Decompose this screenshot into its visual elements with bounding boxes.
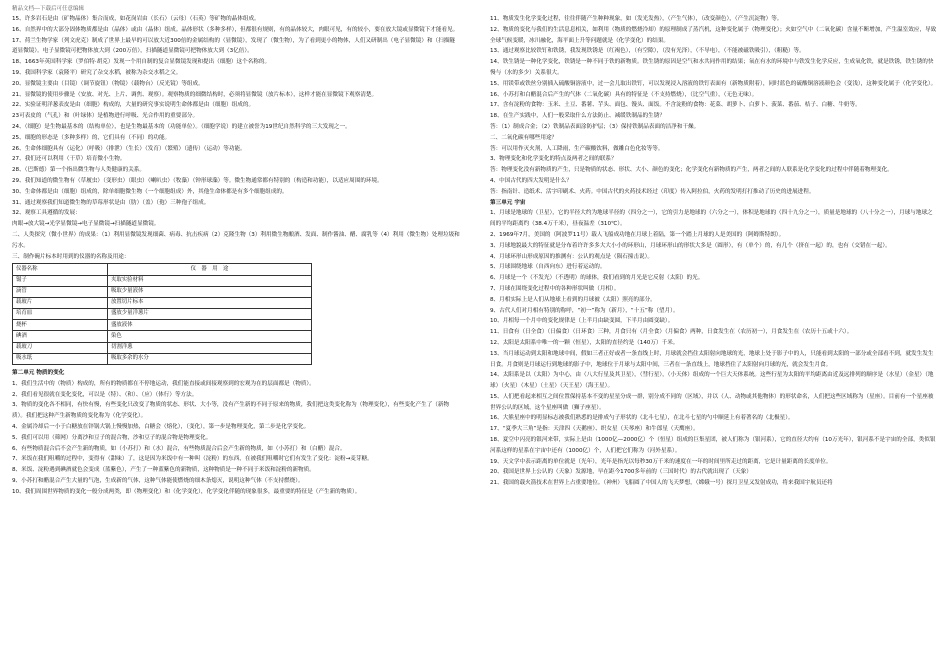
left-a-paragraph: 二、人类探究（微小世界）的成果：（1）利用显微镜发现细菌、病毒、抗击疾病（2）克隆生物（3）利用微生物酿酒、发面、制作酱油、醋、腐乳等（4）利用（微生物）处理垃圾和污水。 (12, 231, 460, 249)
table-header-cell: 仪器名称 (13, 264, 108, 275)
right-lines-b (490, 208, 938, 489)
left-a-paragraph: 27、我们还可以利用（干草）培育微小生物。 (12, 156, 126, 163)
table-row (13, 320, 312, 331)
table-cell: 盛放液体 (108, 320, 312, 331)
left-b-paragraph: 2、我们看见很就在变化变化，可以是（特）、（和）、（应）（体行）等方法。 (12, 391, 198, 398)
right-b-paragraph: 14、太阳系是以（太阳）为中心，由（八大行星及其卫星），（彗行星），（小天体）组成的一个巨大天体系统。这些行星为太阳的平均距离由近及远排列的顺序是（水星）（金星）（地球）（火星）（木星）（土星）（天王星）（海王星）。 (490, 372, 934, 390)
left-b-paragraph: 6、有些物质混合后不会产生新的物质，如（小苏打）和（水）混合，有些物质混合后会产生新的物质，如（小苏打）和（白醋）混合。 (12, 445, 346, 452)
table-cell: 镊子 (13, 275, 108, 286)
table-row (13, 286, 312, 297)
left-a-paragraph: 32、观察工具遵循的发展： (12, 210, 81, 217)
table-cell: 载玻片 (13, 297, 108, 308)
right-lines-a (490, 14, 938, 198)
left-a-paragraph: 20、显微镜主要由（目镜）（调节旋钮）（物镜）（载物台）（反光镜）等组成。 (12, 80, 204, 87)
table-row (13, 297, 312, 308)
left-a-paragraph: 18、1663年英国科学家（罗伯特·胡克）发现一个用自制的复合显微镜发现和提出（细胞）这个名称的。 (12, 59, 271, 66)
table-row (13, 353, 312, 364)
table-cell: 放置切片标本 (108, 297, 312, 308)
table-cell: 载玻刀 (13, 342, 108, 353)
left-a-paragraph: 31、通过观察我们知道微生物的草莓形状是由（肋）（盖）（孢）三种孢子组成。 (12, 199, 210, 206)
left-b-paragraph: 8、米饭、淀粉遇到碘酒就色会变成（蓝紫色），产生了一种蓝紫色的新物质，这种物质是一种不同于米饭和淀粉的新物质。 (12, 467, 315, 474)
table-row (13, 309, 312, 320)
right-a-paragraph: 答：指南针、造纸术、活字印刷术、火药。中国古代的火药技术经过（印度）传入阿拉伯，火药的发明打打推动了历史的进展进程。 (490, 188, 815, 195)
table-header-row (13, 264, 312, 275)
left-a-paragraph: 16、自然界中的大部分固体物质都是由（晶体）或由（晶体）组成。晶体形状（多种多样），但都很有规则，有的晶体较大，肉眼可见，有的较小，要在放大镜或显微镜下才能看见。 (12, 26, 459, 33)
left-a-paragraph: 25、细胞的形态是（多种多样）的，它们具有（不同）的功能。 (12, 134, 171, 141)
left-a-paragraph: 28、（巴斯德）第一个指出微生物与人类健康的关系。 (12, 167, 145, 174)
right-b-paragraph: 5、月球围绕地球（自西向东）进行着运动的。 (490, 264, 606, 271)
right-b-paragraph: 15、人们把看起来相互之间位置保持基本不变的星星分成一群，别分成不同的（区域），并以（人、动物或其他物体）的形状命名，人们把这些区域称为（星座）。目前有一个星座被世界公认的区域，这个星座叫做（狮子座星）。 (490, 393, 934, 411)
right-a-paragraph: 答：可以用作灭火剂，人工降雨，生产碳酸饮料，做雕白色化妆等等。 (490, 145, 664, 152)
right-a-paragraph: 4、中国古代的四大发明是什么？ (490, 177, 572, 184)
left-a-paragraph: 21、显微镜的使用步骤是（安放、对光、上片、调焦、观察）。观察物质的细微结构时，必须将显微镜（放片标本），这样才能在显微镜下观察清楚。 (12, 91, 378, 98)
left-a-paragraph: 19、我国科学家（袁隆平）研究了杂交水稻，被称为杂交水稻之父。 (12, 69, 182, 76)
right-a-paragraph: 11、物质发生化学变化过程，往往伴随产生种种现象，如（发光发热），（产生气体），（改变颜色），（产生沉淀物）等。 (490, 16, 783, 22)
left-a-paragraph: 23可表皮的（气孔）和（叶绿体）是植物进行呼吸、光合作用的重要部分。 (12, 113, 199, 120)
table-cell: 切割洋葱 (108, 342, 312, 353)
left-b-paragraph: 7、米饭在我们咀嚼的过程中，变得有（甜味）了，这是因为米饭中有一种叫（淀粉）的东西，在被我们咀嚼时它们有发生了变化：淀粉→麦芽糖。 (12, 456, 373, 463)
right-b-paragraph: 20、我国是世界上公认的（天象）发源地，早在距今1700多年前的（三国时代）的古代就出现了（天象） (490, 469, 752, 476)
right-a-paragraph: 14、铁生锈是一种化学变化，铁锈是一种不同于铁的新物质。铁生锈的原因是空气和水共同作用的结果；氧在有水的环境中与铁发生化学反应，生成氧化铁，就是铁锈，铁生锈的快慢与（水的多少）关系很大。 (490, 59, 934, 76)
right-b-paragraph: 21、我国的载火箭技术在世界上占重要地位。（神州）飞船圆了中国人的飞天梦想，（嫦娥一号）探月卫星又发射成功，将来我国宇航员还将 (490, 480, 833, 487)
right-column (490, 14, 938, 489)
table-cell: 吸取多余的水分 (108, 353, 312, 364)
table-cell: 烧杯 (13, 320, 108, 331)
right-b-paragraph: 13、当月球运动到太阳和地球中间，假如三者正好或者一条直线上时，月球就会挡住太阳射向地球的光，地球上处于影子中的人，只能看到太阳的一部分或全部看不到，就发生发生日食。月食则是月球运行到地球的影子中，地球位于月球与太阳中间，三者在一条直线上，地球挡住了太阳射向月球的光，就会发生月食。 (490, 350, 934, 368)
right-a-paragraph: 13、通过观察比较铁钉和铁锈，我发现铁锈是（红褐色），（有空隙），（没有光泽），（不导电），（不能被磁铁吸引），（粗糙）等。 (490, 48, 805, 55)
right-a-paragraph: 17、含有淀粉的食物：玉米、土豆、番薯、芋头、面包、馒头、面饭。不含淀粉的食物：花菜、胡萝卜、白萝卜、菠菜、番茄、桔子、白糖、牛奶等。 (490, 102, 861, 109)
right-b-paragraph: 3、月球地貌最大的特征就是分布着许许多多大大小小的环形山，月球环形山的形状大多是（圆形），有（单个）的，有几个（挤在一起）的，也有（交错在一起）。 (490, 242, 891, 249)
left-a-paragraph: 22、实验证明洋葱表皮是由（细胞）构成的，大量的研究事实说明生命体都是由（细胞）组成的。 (12, 102, 255, 109)
left-lines-b (12, 379, 460, 498)
right-b-paragraph: 12、太阳是太阳系中唯一的一颗（恒星），太阳的直径约是（140万）千米。 (490, 339, 679, 346)
left-b-paragraph: 4、金属冷却后一小于白糖放在锌锅大锅上慢慢加热，白糖会（熔化），（变化），第一步是物理变化，第二步是化学变化。 (12, 424, 310, 430)
right-b-paragraph: 11、日食有（日全食）（日偏食）（日环食）三种，月食只有（月全食）（月偏食）两种，日食发生在（农历初一），月食发生在（农历十五或十六）。 (490, 329, 853, 336)
table-header-cell: 仪 器 用 途 (108, 264, 312, 275)
table-cell: 吸水纸 (13, 353, 108, 364)
left-b-paragraph: 10、我们周围世界物质的变化一般分成两类，即（物理变化）和（化学变化），化学变化伴随的现象很多，最重要的特征是（产生新的物质）。 (12, 488, 361, 495)
left-lines-a (12, 14, 460, 262)
right-a-paragraph: 12、物质的变化与我们的生活息息相关，如利用（物质的燃烧冷却）的原理制成了蒸汽机，这种变化属于（物理变化）；火如空气中（二氧化碳）含量不断增加，产生温室效应，导致全球气候变暖，冰川融化，海平面上升等问题就是（化学变化）的结果。 (490, 26, 937, 44)
left-column (12, 14, 460, 498)
right-b-paragraph: 7、月球在围绕变化过程中的各种形状叫做（月相）。 (490, 285, 620, 292)
right-b-paragraph: 1、月球是地球的（卫星），它的半径大约为地球半径的（四分之一），它的引力是地球的（六分之一），体积是地球的（四十九分之一），质量是地球的（八十分之一），月球与地球之间的平均距离约（38.4万千米），昼夜温差（310℃）。 (490, 210, 933, 228)
right-b-paragraph: 2、1969年7月，美国的（阿波罗11号）载人飞船成功地在月球上着陆，第一个踏上月球的人是美国的（阿姆斯特朗）。 (490, 231, 785, 238)
table-cell: 盛放少量洋葱片 (108, 309, 312, 320)
instrument-table (12, 263, 312, 365)
right-b-paragraph: 17、“夏季大三角”是指：天津四（天鹅座）、织女星（天琴座）和牛郎星（天鹰座）。 (490, 426, 699, 433)
left-a-paragraph: 15、许多岩石是由（矿物晶体）集合而成，如花岗岩由（长石）（云母）（石英）等矿物的晶体组成。 (12, 16, 260, 22)
table-cell: 夹取实验材料 (108, 275, 312, 286)
left-a-paragraph: 三、制作碗片标本时用到的仪器的名称及用途： (12, 253, 130, 260)
unit-two-title: 第二单元 物质的变化 (12, 370, 65, 377)
left-a-paragraph: 肉眼→放大镜→光学显微镜→电子显微镜→扫描隧道显微镜。 (12, 221, 160, 228)
left-a-paragraph: 17、荷兰生物学家（列文虎克）制成了世界上最早的可以放大近300倍的金属结构的（显微镜），发现了（微生物），为了看到更小的物体，人们又研制出（电子显微镜）和（扫描隧道显微镜）。电子显微镜可把物体放大到（200万倍），扫描隧道显微镜可把物体放大到（3亿倍）。 (12, 37, 455, 55)
right-b-paragraph: 19、天文学中表示距离的单位就是（光年），光年是指光以每秒30万千米的速度在一年的时间里所走过的距离，它是计量距离的长度单位。 (490, 458, 832, 465)
table-row (13, 331, 312, 342)
left-b-paragraph: 1、我们生活中的（物质）构成的，所有的物质都在不停地运动，我们能直接或间接观察到的宏观为在的层面都是（物质）。 (12, 380, 315, 387)
left-a-paragraph: 26、生命体细胞具有（运化）（呼吸）（排泄）（生长）（发育）（繁殖）（遗传）（运动）等功能。 (12, 145, 246, 152)
unit-three-title: 第三单元 宇宙 (490, 199, 526, 206)
right-b-paragraph: 16、大熊星座中的明显标志被我们熟悉的是排成勺子形状的（北斗七星），在北斗七星的勺中顺延上有着著名的（北极星）。 (490, 415, 794, 422)
right-a-paragraph: 15、用镁带或铁丝分别插入硫酸铜溶液中，过一会儿取出铁钉，可以发现浸入溶液的铁钉表面有（新物质附着），同时蓝色的硫酸铜溶液颜色会（变浅），这种变化属于（化学变化）。 (490, 80, 937, 87)
right-b-paragraph: 10、月相每一个月中的变化规律是（上半月由缺变圆，下半月由圆变缺）。 (490, 318, 674, 325)
right-a-paragraph: 答：（1）制成合金；（2）铁制品表面涂防护层；（3）保持铁制品表面的洁净和干燥。 (490, 123, 700, 130)
right-b-paragraph: 8、月相实际上是人们从地球上看到的月球被（太阳）照亮的部分。 (490, 296, 656, 303)
table-cell: 滴管 (13, 286, 108, 297)
right-a-paragraph: 16、小苏打和白醋混合后产生的气体（二氧化碳）具有的特征是（不支持燃烧），（比空气重），（无色无味）。 (490, 91, 758, 98)
right-b-paragraph: 4、月球环形山形成原因的推测有：公认的观点是（陨石撞击说）。 (490, 253, 653, 260)
table-cell: 染色 (108, 331, 312, 342)
right-b-paragraph: 9、古代人们对月相有特别的称呼，“初一”称为（新月），“十五”称（望月）。 (490, 307, 679, 314)
left-b-paragraph: 3、物质的变化各不相同，有快有慢，有些变化只改变了物质的状态、形状、大小等，没有产生新的不同于原来的物质，我们把这类变化称为（物理变化），有些变化产生了（新物质）。我们把这种产生新物质的变化称为（化学变化）。 (12, 402, 450, 420)
left-b-paragraph: 5、我们可以用（筛网）分离沙和豆子的混合物，沙和豆子的混合物是物理变化。 (12, 434, 212, 441)
right-b-paragraph: 18、夏空中闪亮的银河来带，实际上是由（1000亿—2000亿）个（恒星）组成的巨集星团，被人们称为（银河系），它的直径大约有（10万光年），银河系不是宇宙的全部，类似银河系这样的星系在宇宙中还有（1000亿）个，人们把它们称为（河外星系）。 (490, 437, 936, 454)
right-a-paragraph: 3、物理变化和化学变化的特点及两者之间的联系？ (490, 156, 617, 163)
table-row (13, 342, 312, 353)
right-a-paragraph: 答：物理变化没有新物质的产生，只是物质的状态、形状、大小、颜色的变化；化学变化有新物质的产生，两者之间的人联系是化学变化的过程中伴随着物理变化。 (490, 167, 893, 174)
left-b-paragraph: 9、小苏打和醋混合产生大量的气泡，生成新的气体，这种气体能使燃烧的细木条熄灭，说明这种气体（不支持燃烧）。 (12, 477, 304, 484)
left-a-paragraph: 29、我们知道的微生物有（草履虫）（变形虫）（眼虫）（喇叭虫）（牧藻）（钟形球藻）等。微生物通常都有特别的（构造和功能），以适应周围的环境。 (12, 177, 383, 184)
table-cell: 培育皿 (13, 309, 108, 320)
left-a-paragraph: 30、生命体都是由（细胞）组成的，除单细胞微生物（一个细胞组成）外，其他生命体都是有多个细胞组成的。 (12, 188, 288, 195)
right-a-paragraph: 18、在生产实践中，人们一般采取什么方法防止、减缓铁制品的生锈？ (490, 113, 665, 120)
table-row (13, 275, 312, 286)
right-b-paragraph: 6、月球是一个（不发光）（不透明）的球体，我们看到的月光是它反射（太阳）的光。 (490, 275, 704, 282)
page-header: 精品文档---下载后可任意编辑 (12, 6, 84, 12)
table-cell: 碘酒 (13, 331, 108, 342)
right-a-paragraph: 二、二氧化碳有哪些用途？ (490, 134, 558, 141)
table-cell: 吸取少量液体 (108, 286, 312, 297)
left-a-paragraph: 24、（细胞）是生物最基本的（结构单位），也是生物最基本的（功能单位）。（细胞学说）的建立被誉为19世纪自然科学的三大发现之一。 (12, 123, 351, 130)
